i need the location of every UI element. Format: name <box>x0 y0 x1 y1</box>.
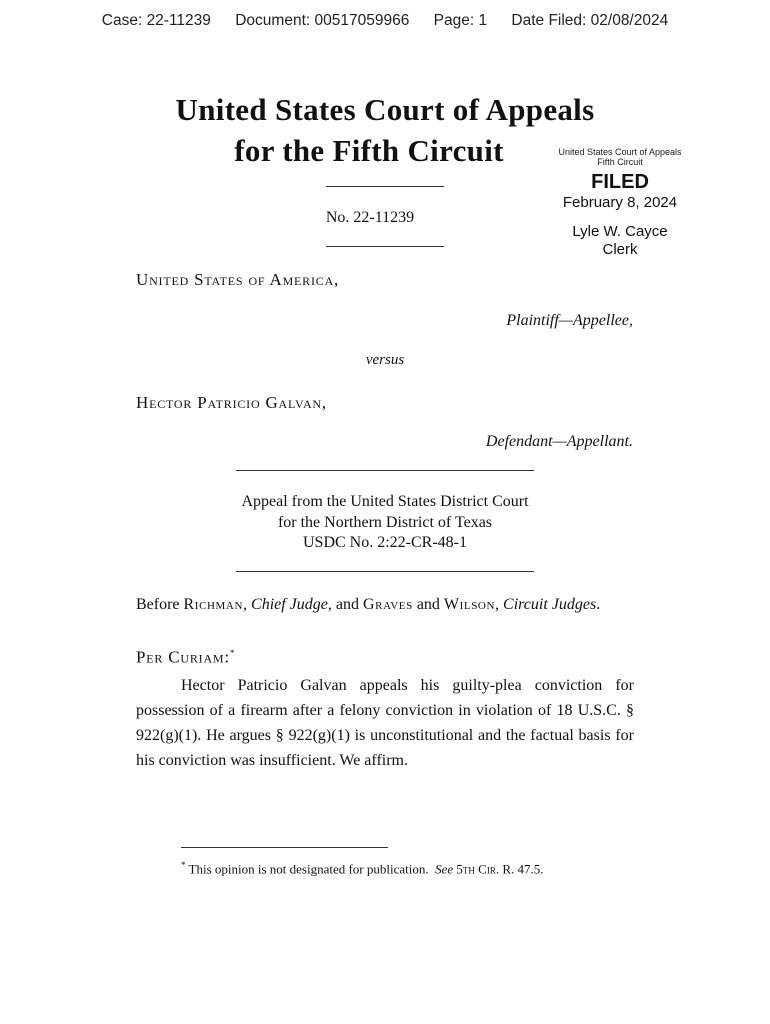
case-header-stamp <box>0 12 770 30</box>
panel-line: Before Richman, Chief Judge, and Graves and Wilson, Circuit Judges. <box>136 596 601 613</box>
footnote-marker-ref: * <box>181 860 186 870</box>
filed-stamp-circuit: Fifth Circuit <box>597 157 643 167</box>
appeal-usdc-number: USDC No. 2:22-CR-48-1 <box>302 534 467 551</box>
filed-stamp-clerk-name: Lyle W. Cayce <box>572 223 668 240</box>
docket-rule-top <box>326 186 444 187</box>
chief-judge-title: Chief Judge <box>251 596 328 613</box>
versus-label: versus <box>365 352 405 368</box>
plaintiff-name: United States of America, <box>136 270 340 289</box>
panel-and-1: , and <box>327 596 359 613</box>
appeal-info <box>0 492 770 554</box>
defendant-name: Hector Patricio Galvan, <box>136 393 327 412</box>
filed-stamp <box>550 147 690 259</box>
judge-graves: Graves <box>363 596 413 613</box>
appeal-district-line: for the Northern District of Texas <box>277 513 493 531</box>
judge-richman: Richman <box>183 596 244 613</box>
defendant-role: Defendant—Appellant. <box>485 433 633 450</box>
plaintiff-role: Plaintiff—Appellee, <box>506 312 633 329</box>
circuit-judges-title: Circuit Judges <box>503 596 597 613</box>
per-curiam-label: Per Curiam: <box>136 647 230 667</box>
filed-stamp-date: February 8, 2024 <box>562 194 678 211</box>
appeal-rule-bottom <box>236 571 534 572</box>
document-number: Document: 00517059966 <box>235 12 410 29</box>
footnote-text: This opinion is not designated for publication. <box>188 861 429 877</box>
case-number: Case: 22-11239 <box>101 12 211 29</box>
filed-stamp-court: United States Court of Appeals <box>558 147 682 157</box>
per-curiam-heading <box>136 641 634 670</box>
court-title-line2: for the Fifth Circuit <box>234 133 504 168</box>
panel-and-2: and <box>416 596 440 613</box>
appeal-court-line: Appeal from the United States District Court <box>241 493 529 510</box>
footnote-marker: * <box>229 648 235 658</box>
footnote <box>181 860 544 877</box>
footnote-rule <box>181 847 388 848</box>
docket-number: No. 22-11239 <box>325 209 415 226</box>
judge-wilson: Wilson <box>443 596 496 613</box>
appeal-rule-top <box>236 470 534 471</box>
docket-rule-bottom <box>326 246 444 247</box>
footnote-see: See <box>435 861 454 877</box>
court-title-line1: United States Court of Appeals <box>175 92 595 127</box>
date-filed: Date Filed: 02/08/2024 <box>511 12 669 29</box>
filed-stamp-status: FILED <box>591 171 649 193</box>
footnote-rule-cite: 5th Cir. R. 47.5. <box>456 861 544 877</box>
panel-before: Before <box>136 596 180 613</box>
page-number: Page: 1 <box>433 12 488 29</box>
opinion-paragraph: Hector Patricio Galvan appeals his guilty-plea conviction for possession of a firearm after a felony conviction in violation of 18 U.S.C. § 922(g)(1). He argues § 922(g)(1) is unconstitutional and the factual basis for his conviction was insufficient. We affirm. <box>136 677 634 769</box>
filed-stamp-clerk-title: Clerk <box>602 241 638 258</box>
